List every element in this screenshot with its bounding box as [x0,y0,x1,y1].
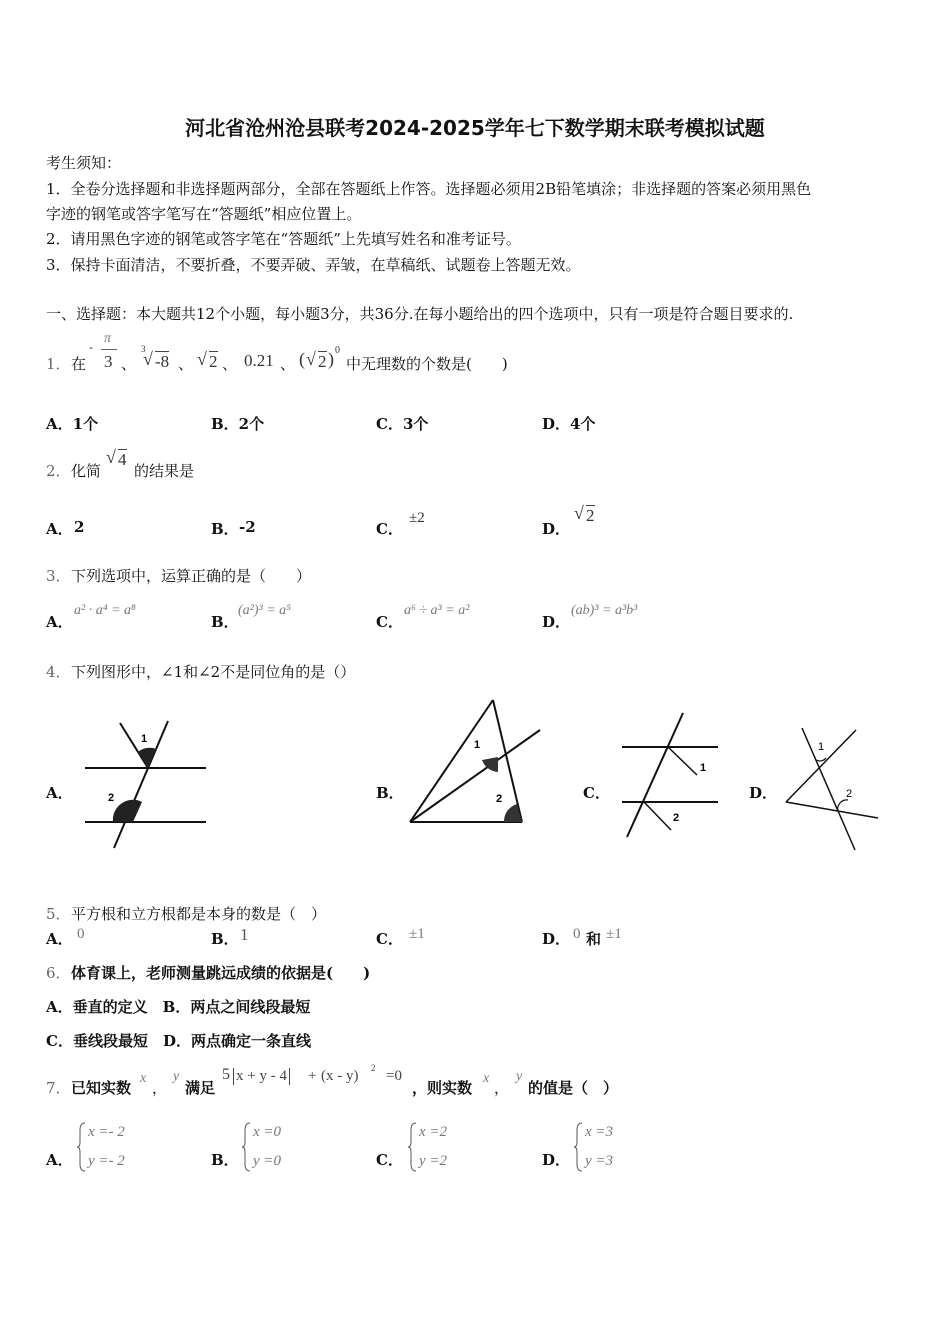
q2-stem-pre: 化简 [71,462,102,480]
option-a-value: 2 [74,518,85,536]
radical-sign: √ [197,349,207,369]
angle-label-1: 1 [700,762,707,774]
option-d-label: D． [749,784,778,802]
segment [644,802,671,830]
option-a: A．1个 [46,415,99,433]
q4-stem: 下列图形中，∠1和∠2不是同位角的是（） [71,663,356,681]
angle-marker [113,800,142,822]
option-c-label: C． [376,930,403,948]
q1-stem-pre: 在 [71,355,87,373]
q7-stem-post2: 的值是（ ） [528,1079,619,1097]
brace-icon [573,1122,583,1172]
brace-icon [241,1122,251,1172]
option-d-x: x =3 [585,1124,614,1140]
question-number: 1． [46,355,71,373]
radical-sign: √ [574,503,584,523]
question-number: 7． [46,1079,71,1097]
option-c-x: x =2 [419,1124,448,1140]
q1-frac-denominator: 3 [104,352,113,371]
radical-sign: √ [143,349,153,369]
option-c-label: C． [376,1151,403,1169]
notice-heading: 考生须知： [46,154,122,172]
q1-sep: 、 [280,355,296,373]
option-c: C．3个 [376,415,429,433]
question-number: 3． [46,567,71,585]
angle-label-2: 2 [673,812,680,824]
q1-cbrt-arg: -8 [155,352,170,371]
q7-eq-exp: 2 [371,1063,376,1073]
q7-stem-pre: 已知实数 [71,1079,132,1097]
question-number: 5． [46,905,71,923]
option-c-value: a⁶ ÷ a³ = a² [404,603,470,618]
option-d-value: (ab)³ = a³b³ [571,603,638,618]
q1-sqrt-arg: 2 [209,352,218,371]
page-title: 河北省沧州沧县联考2024-2025学年七下数学期末联考模拟试题 [185,116,765,140]
figure-c [615,705,725,840]
angle-label-1: 1 [474,739,481,751]
option-b-label: B． [211,520,239,538]
option-a-value: 0 [77,926,85,942]
option-b-label: B． [376,784,404,802]
option-a-label: A． [46,784,73,802]
angle-arc [816,758,826,761]
q7-var-x: x [483,1071,490,1086]
option-a-label: A． [46,1151,73,1169]
q6-options-row-2: C．垂线段最短 D．两点确定一条直线 [46,1032,311,1050]
figure-a [80,715,210,850]
option-b-label: B． [211,930,239,948]
angle-label-2: 2 [846,788,853,800]
radical-sign: √ [306,349,316,369]
q1-paren-right: ) [328,349,334,369]
option-d: D．4个 [542,415,596,433]
question-number: 2． [46,462,71,480]
q6-options-row-1: A．垂直的定义 B．两点之间线段最短 [46,998,311,1016]
option-b-label: B． [211,1151,239,1169]
figure-b [400,692,550,832]
q7-comma: ， [494,1079,510,1097]
q7-stem-mid: 满足 [185,1079,216,1097]
q1-frac-bar [101,349,117,350]
q1-stem-post: 中无理数的个数是( ) [346,355,508,373]
option-b-y: y =0 [253,1153,282,1169]
q1-sep: 、 [178,355,194,373]
option-d-y: y =3 [585,1153,614,1169]
option-b-x: x =0 [253,1124,282,1140]
option-d-value-2: ±1 [606,926,622,942]
q7-eq-abs: x + y - 4 [233,1068,290,1085]
q1-paren-left: ( [299,349,305,369]
option-c-value: ±1 [409,926,425,942]
q3-stem: 下列选项中，运算正确的是（ ） [71,567,312,585]
section-header: 一、选择题：本大题共12个小题，每小题3分，共36分.在每小题给出的四个选项中，只有一项是符合题目要求的. [46,305,794,323]
q7-var-x: x [140,1071,147,1086]
q7-comma: ， [152,1079,168,1097]
figure-d [780,720,885,855]
option-b-value: 1 [240,925,249,944]
q1-decimal: 0.21 [244,351,274,370]
q1-frac-numerator: π [104,331,112,346]
option-c-label: C． [376,613,403,631]
q1-paren-arg: 2 [318,352,327,371]
brace-icon [407,1122,417,1172]
q7-var-y: y [173,1069,180,1084]
option-d-value-1: 0 [573,926,581,942]
option-a-value: a² · a⁴ = a⁸ [74,603,136,618]
angle-label-2: 2 [496,793,503,805]
option-c-label: C． [376,520,403,538]
angle-label-1: 1 [141,733,148,745]
option-a-label: A． [46,930,73,948]
q7-var-y: y [516,1069,523,1084]
option-d-label: D． [542,930,571,948]
q1-cbrt-index: 3 [141,344,146,354]
option-a-label: A． [46,613,73,631]
notice-line-3: 3．保持卡面清洁，不要折叠，不要弄破、弄皱，在草稿纸、试题卷上答题无效。 [46,256,581,274]
option-c-label: C． [583,784,610,802]
q7-eq-rhs: =0 [386,1068,402,1084]
option-d-label: D． [542,613,571,631]
triangle-side [410,700,493,822]
notice-line-1: 1．全卷分选择题和非选择题两部分，全部在答题纸上作答。选择题必须用2B铅笔填涂；非选择题的答案必须用黑色 [46,180,812,198]
option-b: B．2个 [211,415,265,433]
q1-neg-sign: - [89,340,93,354]
notice-line-1b: 字迹的钢笔或答字笔写在“答题纸”相应位置上。 [46,205,362,223]
q7-stem-post1: ，则实数 [412,1079,473,1097]
notice-line-2: 2．请用黑色字迹的钢笔或答字笔在“答题纸”上先填写姓名和准考证号。 [46,230,521,248]
option-b-label: B． [211,613,239,631]
option-d-value: 2 [586,506,595,525]
option-c-value: ±2 [409,510,425,526]
line [786,802,878,818]
option-d-label: D． [542,520,571,538]
option-c-y: y =2 [419,1153,448,1169]
q7-eq-square: (x - y) [321,1068,359,1084]
angle-label-2: 2 [108,792,115,804]
brace-icon [76,1122,86,1172]
question-number: 4． [46,663,71,681]
q7-eq-plus: + [308,1068,317,1084]
option-a-label: A． [46,520,73,538]
q1-sep: 、 [222,355,238,373]
option-d-label: D． [542,1151,571,1169]
q7-eq-coef: 5 [222,1066,230,1083]
option-b-value: -2 [239,518,256,536]
q2-stem-post: 的结果是 [134,462,195,480]
segment [668,747,697,775]
option-a-x: x =- 2 [88,1124,125,1140]
q1-sep: 、 [121,355,137,373]
option-d-and: 和 [586,930,602,948]
question-number: 6． [46,964,71,982]
angle-arc [838,800,848,811]
option-b-value: (a²)³ = a⁵ [238,603,292,618]
q6-stem: 体育课上，老师测量跳远成绩的依据是( ) [71,964,371,982]
q5-stem: 平方根和立方根都是本身的数是（ ） [71,905,327,923]
q1-exponent: 0 [335,345,340,356]
option-a-y: y =- 2 [88,1153,125,1169]
angle-label-1: 1 [818,741,825,753]
q2-sqrt-arg: 4 [118,450,127,469]
radical-sign: √ [106,447,116,467]
